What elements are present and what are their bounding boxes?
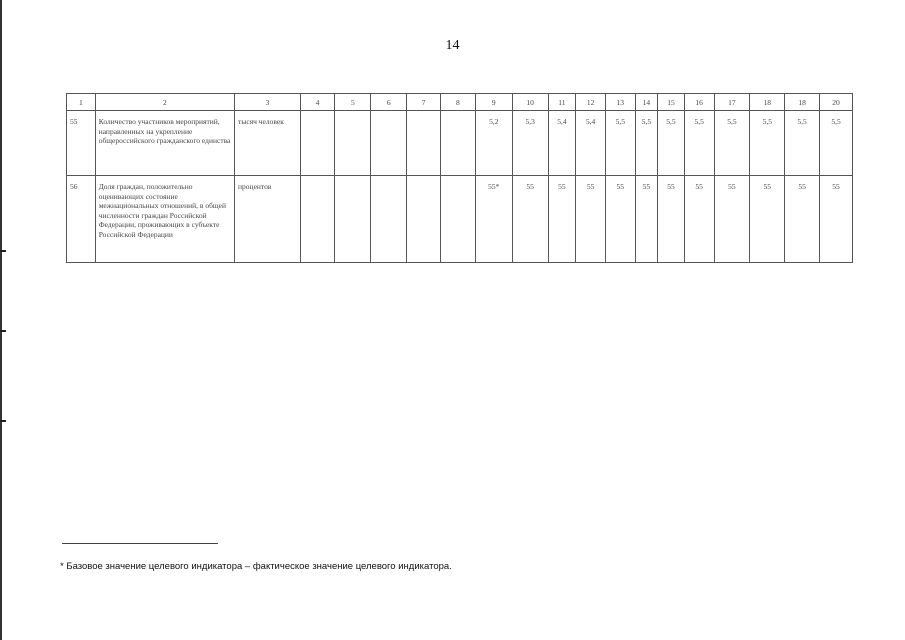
value-cell: 5,5 xyxy=(750,111,785,176)
value-cell: 5,5 xyxy=(820,111,853,176)
value-cell: 5,3 xyxy=(512,111,548,176)
column-header: 4 xyxy=(300,94,335,111)
value-cell: 55 xyxy=(605,176,635,263)
indicator-name: Количество участников мероприятий, направленных на укрепление общероссийского гражданского единства xyxy=(95,111,234,176)
value-cell: 55 xyxy=(635,176,658,263)
value-cell xyxy=(407,111,441,176)
column-header: 11 xyxy=(548,94,576,111)
value-cell xyxy=(440,176,475,263)
scan-mark xyxy=(0,420,6,422)
row-number: 55 xyxy=(67,111,96,176)
value-cell: 55 xyxy=(750,176,785,263)
value-cell xyxy=(335,176,371,263)
value-cell: 5,4 xyxy=(576,111,606,176)
scan-edge xyxy=(0,0,2,640)
column-header: 8 xyxy=(440,94,475,111)
table-header-row xyxy=(67,94,853,111)
value-cell: 55 xyxy=(785,176,820,263)
value-cell xyxy=(440,111,475,176)
value-cell xyxy=(371,111,407,176)
value-cell: 5,5 xyxy=(785,111,820,176)
column-header: 7 xyxy=(407,94,441,111)
column-header: 5 xyxy=(335,94,371,111)
indicators-table xyxy=(66,93,853,263)
value-cell: 55 xyxy=(714,176,750,263)
value-cell: 55 xyxy=(820,176,853,263)
column-header: 10 xyxy=(512,94,548,111)
value-cell: 5,5 xyxy=(605,111,635,176)
indicator-unit: тысяч человек xyxy=(235,111,301,176)
indicator-name: Доля граждан, положительно оценивающих состояние межнациональных отношений, в общей численности граждан Российской Федерации, проживающих в субъекте Российской Федерации xyxy=(95,176,234,263)
column-header: 16 xyxy=(684,94,714,111)
value-cell xyxy=(335,111,371,176)
column-header: 2 xyxy=(95,94,234,111)
value-cell xyxy=(371,176,407,263)
column-header: 18 xyxy=(785,94,820,111)
scan-mark xyxy=(0,330,6,332)
table-row xyxy=(67,111,853,176)
table-row xyxy=(67,176,853,263)
column-header: 14 xyxy=(635,94,658,111)
column-header: 13 xyxy=(605,94,635,111)
value-cell: 55 xyxy=(512,176,548,263)
footnote: * Базовое значение целевого индикатора – фактическое значение целевого индикатора. xyxy=(60,561,452,572)
footnote-separator xyxy=(62,543,218,544)
page-number: 14 xyxy=(445,38,460,53)
value-cell: 55 xyxy=(548,176,576,263)
column-header: 1 xyxy=(67,94,96,111)
column-header: 6 xyxy=(371,94,407,111)
value-cell: 5,4 xyxy=(548,111,576,176)
column-header: 17 xyxy=(714,94,750,111)
column-header: 20 xyxy=(820,94,853,111)
row-number: 56 xyxy=(67,176,96,263)
column-header: 15 xyxy=(658,94,685,111)
value-cell: 5,5 xyxy=(684,111,714,176)
value-cell: 55 xyxy=(576,176,606,263)
value-cell: 5,5 xyxy=(658,111,685,176)
value-cell xyxy=(407,176,441,263)
column-header: 12 xyxy=(576,94,606,111)
column-header: 18 xyxy=(750,94,785,111)
column-header: 9 xyxy=(475,94,512,111)
value-cell: 55 xyxy=(658,176,685,263)
value-cell: 5,5 xyxy=(635,111,658,176)
indicator-unit: процентов xyxy=(235,176,301,263)
value-cell xyxy=(300,176,335,263)
value-cell: 5,2 xyxy=(475,111,512,176)
scan-mark xyxy=(0,250,6,252)
value-cell xyxy=(300,111,335,176)
column-header: 3 xyxy=(235,94,301,111)
value-cell: 55* xyxy=(475,176,512,263)
value-cell: 5,5 xyxy=(714,111,750,176)
value-cell: 55 xyxy=(684,176,714,263)
